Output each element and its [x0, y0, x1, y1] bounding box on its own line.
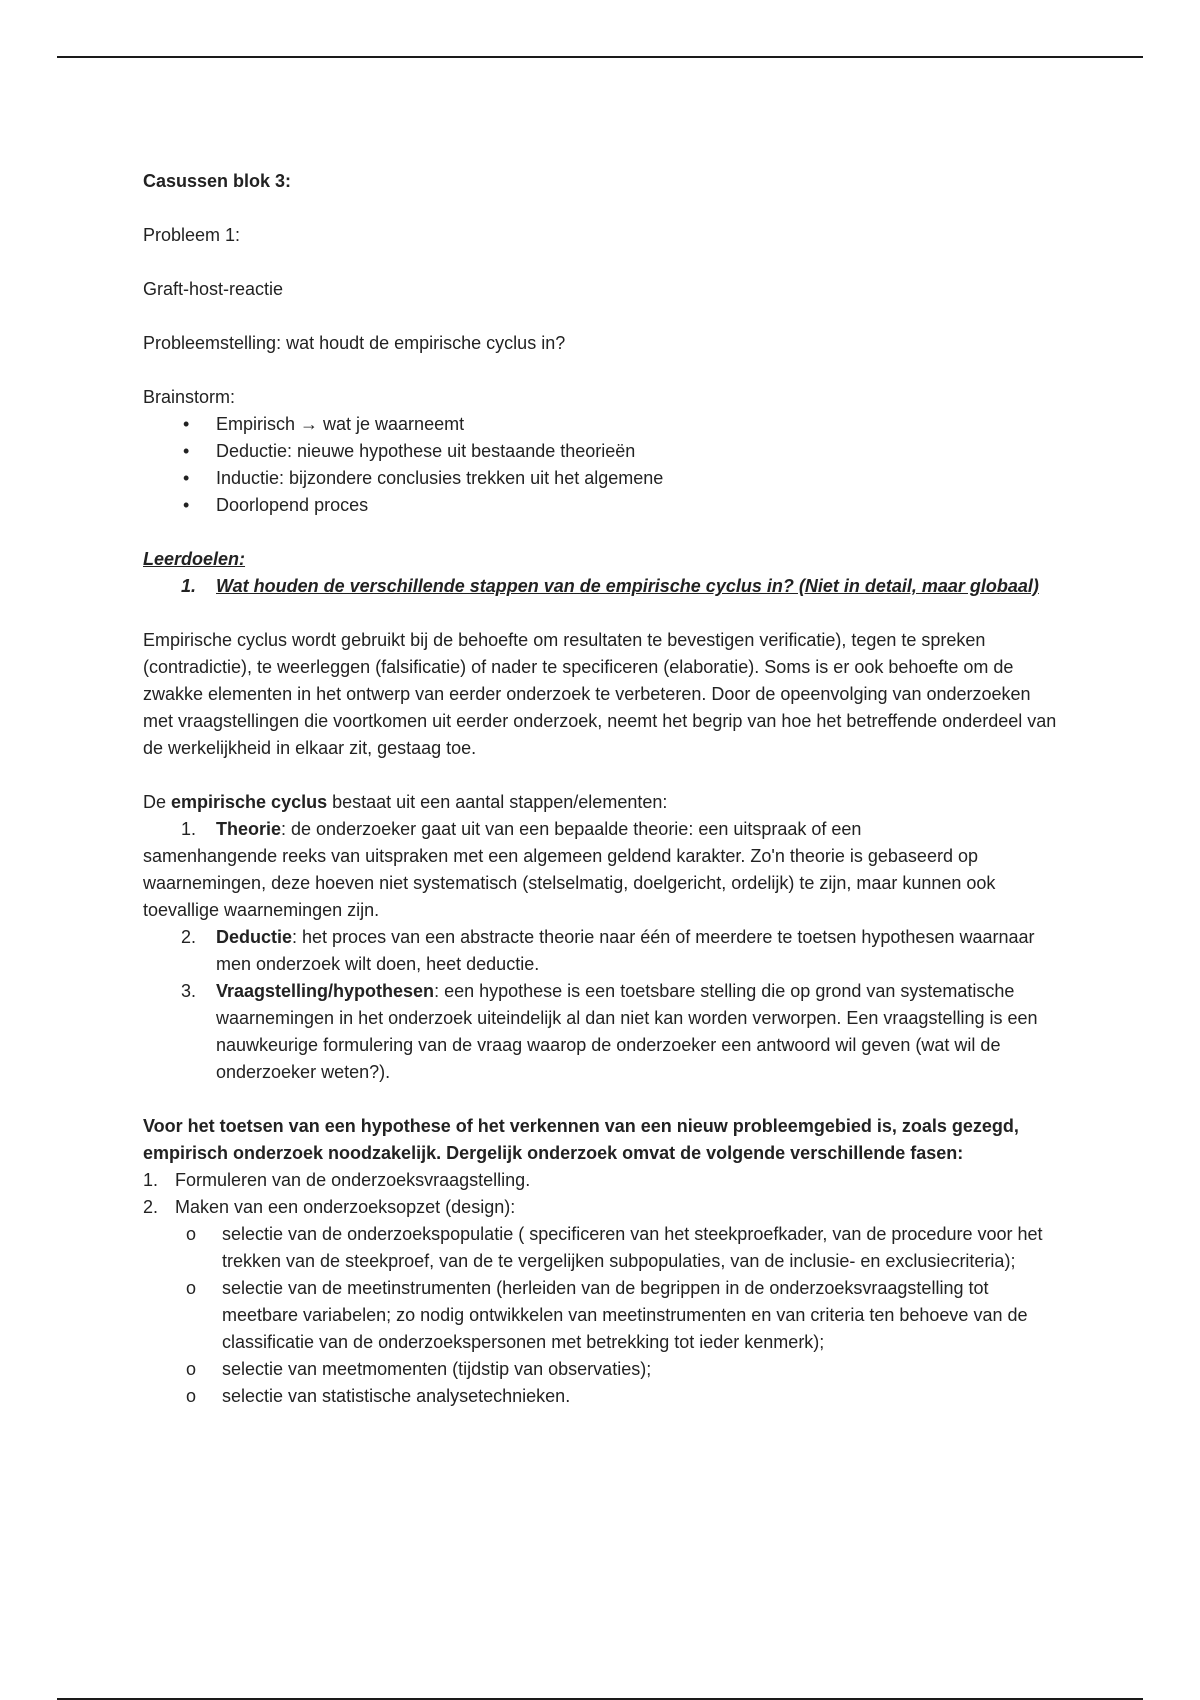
bullet-icon: •: [183, 441, 190, 461]
circle-bullet-icon: o: [186, 1224, 197, 1244]
sub-list-item: o selectie van de onderzoekspopulatie ( specificeren van het steekproefkader, van de procedure voor het trekken van de steekproef, van de te vergelijken subpopulaties, van de inclusie- en exclusiecriteria);: [143, 1221, 1063, 1275]
phases-heading: Voor het toetsen van een hypothese of het verkennen van een nieuw probleemgebied is, zoals gezegd, empirisch onderzoek noodzakelijk. Dergelijk onderzoek omvat de volgende verschillende fasen:: [143, 1116, 1019, 1163]
phase-item: 2. Maken van een onderzoeksopzet (design):: [143, 1194, 1063, 1221]
top-rule: [57, 56, 1143, 58]
learning-goals-heading: Leerdoelen:: [143, 549, 246, 569]
problem-statement: Probleemstelling: wat houdt de empirische cyclus in?: [143, 333, 566, 353]
sub-list-item: o selectie van meetmomenten (tijdstip van observaties);: [143, 1356, 1063, 1383]
list-number: 2.: [143, 1197, 159, 1217]
learning-goal-item: 1. Wat houden de verschillende stappen van de empirische cyclus in? (Niet in detail, maar globaal): [143, 573, 1063, 600]
document-page: [143, 168, 1063, 1410]
list-number: 1.: [181, 576, 197, 596]
list-number: 1.: [143, 1170, 159, 1190]
cycle-lead: De empirische cyclus bestaat uit een aantal stappen/elementen:: [143, 792, 668, 812]
intro-paragraph: Empirische cyclus wordt gebruikt bij de behoefte om resultaten te bevestigen verificatie), tegen te spreken (contradictie), te weerleggen (falsificatie) of nader te specificeren (elaboratie). Soms is er ook behoefte om de zwakke elementen in het ontwerp van eerder onderzoek te verbeteren. Door de opeenvolging van onderzoeken met vraagstellingen die voortkomen uit eerder onderzoek, neemt het begrip van hoe het betreffende onderdeel van de werkelijkheid in elkaar zit, gestaag toe.: [143, 630, 1057, 758]
bullet-icon: •: [183, 468, 190, 488]
circle-bullet-icon: o: [186, 1359, 197, 1379]
document-title: Casussen blok 3:: [143, 171, 292, 191]
list-item: • Inductie: bijzondere conclusies trekken uit het algemene: [143, 465, 1063, 492]
circle-bullet-icon: o: [186, 1386, 197, 1406]
cycle-step-vraagstelling: 3. Vraagstelling/hypothesen: een hypothese is een toetsbare stelling die op grond van systematische waarnemingen in het onderzoek uiteindelijk al dan niet kan worden verworpen. Een vraagstelling is een nauwkeurige formulering van de vraag waarop de onderzoeker een antwoord wil geven (wat wil de onderzoeker weten?).: [143, 978, 1063, 1086]
bullet-icon: •: [183, 414, 190, 434]
circle-bullet-icon: o: [186, 1278, 197, 1298]
list-item: • Empirisch → wat je waarneemt: [143, 411, 1063, 438]
list-number: 1.: [181, 819, 197, 839]
topic: Graft-host-reactie: [143, 279, 284, 299]
sub-list-item: o selectie van statistische analysetechnieken.: [143, 1383, 1063, 1410]
list-number: 3.: [181, 981, 197, 1001]
phase-item: 1. Formuleren van de onderzoeksvraagstelling.: [143, 1167, 1063, 1194]
list-number: 2.: [181, 927, 197, 947]
brainstorm-heading: Brainstorm:: [143, 387, 236, 407]
cycle-step-deductie: 2. Deductie: het proces van een abstracte theorie naar één of meerdere te toetsen hypothesen waarnaar men onderzoek wilt doen, heet deductie.: [143, 924, 1063, 978]
cycle-step-theorie: 1. Theorie: de onderzoeker gaat uit van een bepaalde theorie: een uitspraak of een samenhangende reeks van uitspraken met een algemeen geldend karakter. Zo'n theorie is gebaseerd op waarnemingen, deze hoeven niet systematisch (stelselmatig, doelgericht, ordelijk) te zijn, maar kunnen ook toevallige waarnemingen zijn.: [143, 816, 1063, 924]
sub-list-item: o selectie van de meetinstrumenten (herleiden van de begrippen in de onderzoeksvraagstelling tot meetbare variabelen; zo nodig ontwikkelen van meetinstrumenten en van criteria ten behoeve van de classificatie van de onderzoekspersonen met betrekking tot ieder kenmerk);: [143, 1275, 1063, 1356]
bullet-icon: •: [183, 495, 190, 515]
list-item: • Deductie: nieuwe hypothese uit bestaande theorieën: [143, 438, 1063, 465]
list-item: • Doorlopend proces: [143, 492, 1063, 519]
problem-label: Probleem 1:: [143, 225, 241, 245]
brainstorm-list: [143, 411, 1063, 519]
